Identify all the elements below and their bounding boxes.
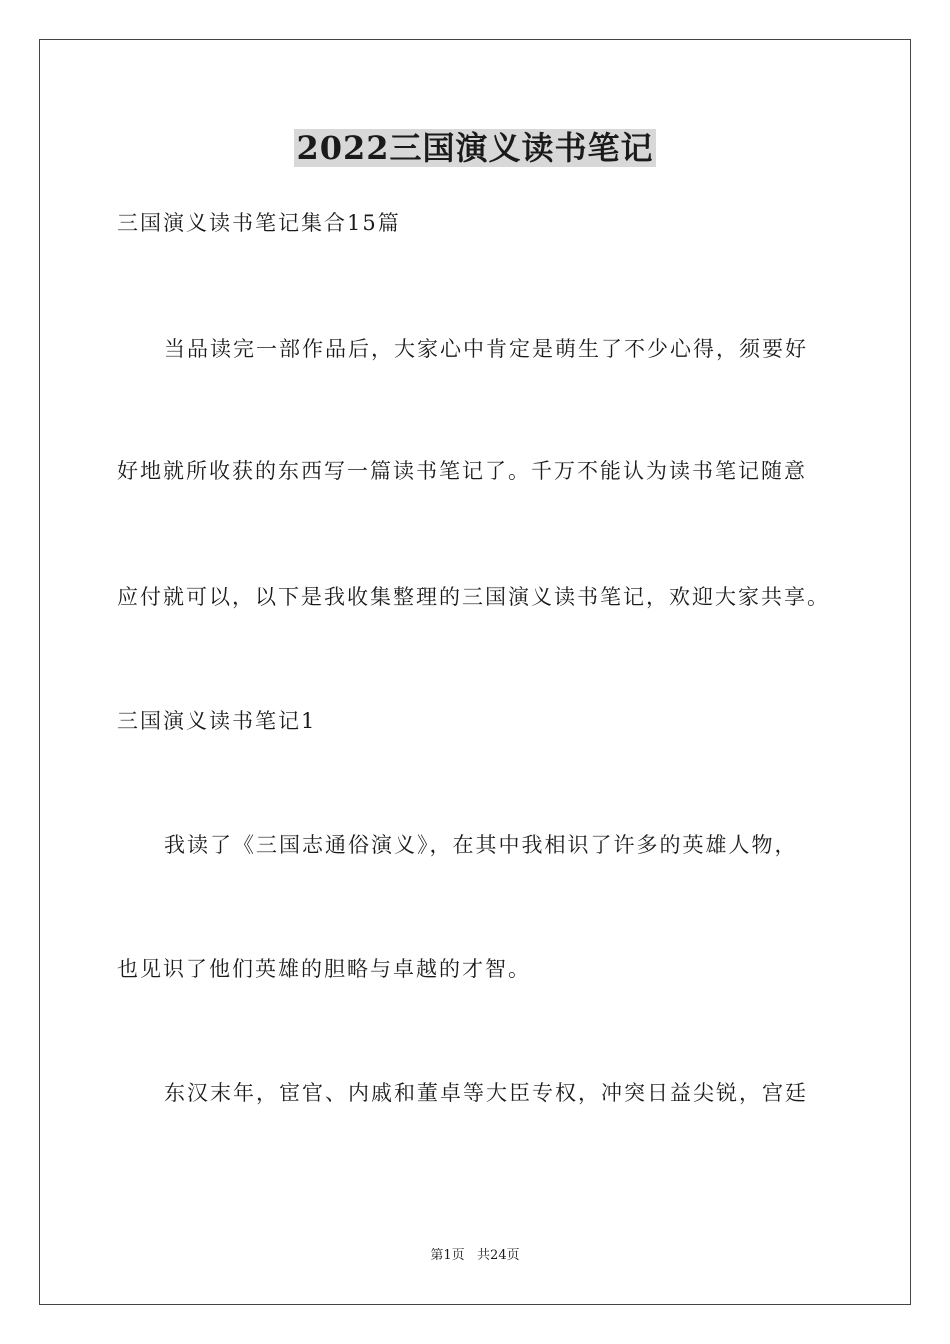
paragraph-line: 也见识了他们英雄的胆略与卓越的才智。 — [117, 957, 531, 981]
document-title-text: 2022三国演义读书笔记 — [296, 129, 654, 167]
paragraph-line: 应付就可以，以下是我收集整理的三国演义读书笔记，欢迎大家共享。 — [117, 585, 830, 609]
page-footer: 第1页 共24页 — [430, 1248, 520, 1263]
subtitle-line: 三国演义读书笔记集合15篇 — [117, 211, 401, 235]
paragraph-line: 好地就所收获的东西写一篇读书笔记了。千万不能认为读书笔记随意 — [117, 459, 807, 483]
section-heading: 三国演义读书笔记1 — [117, 709, 317, 733]
document-title — [0, 128, 950, 168]
paragraph-line: 当品读完一部作品后，大家心中肯定是萌生了不少心得，须要好 — [164, 337, 808, 361]
paragraph-line: 东汉末年，宦官、内戚和董卓等大臣专权，冲突日益尖锐，宫廷 — [164, 1081, 808, 1105]
paragraph-line: 我读了《三国志通俗演义》，在其中我相识了许多的英雄人物， — [164, 833, 798, 857]
